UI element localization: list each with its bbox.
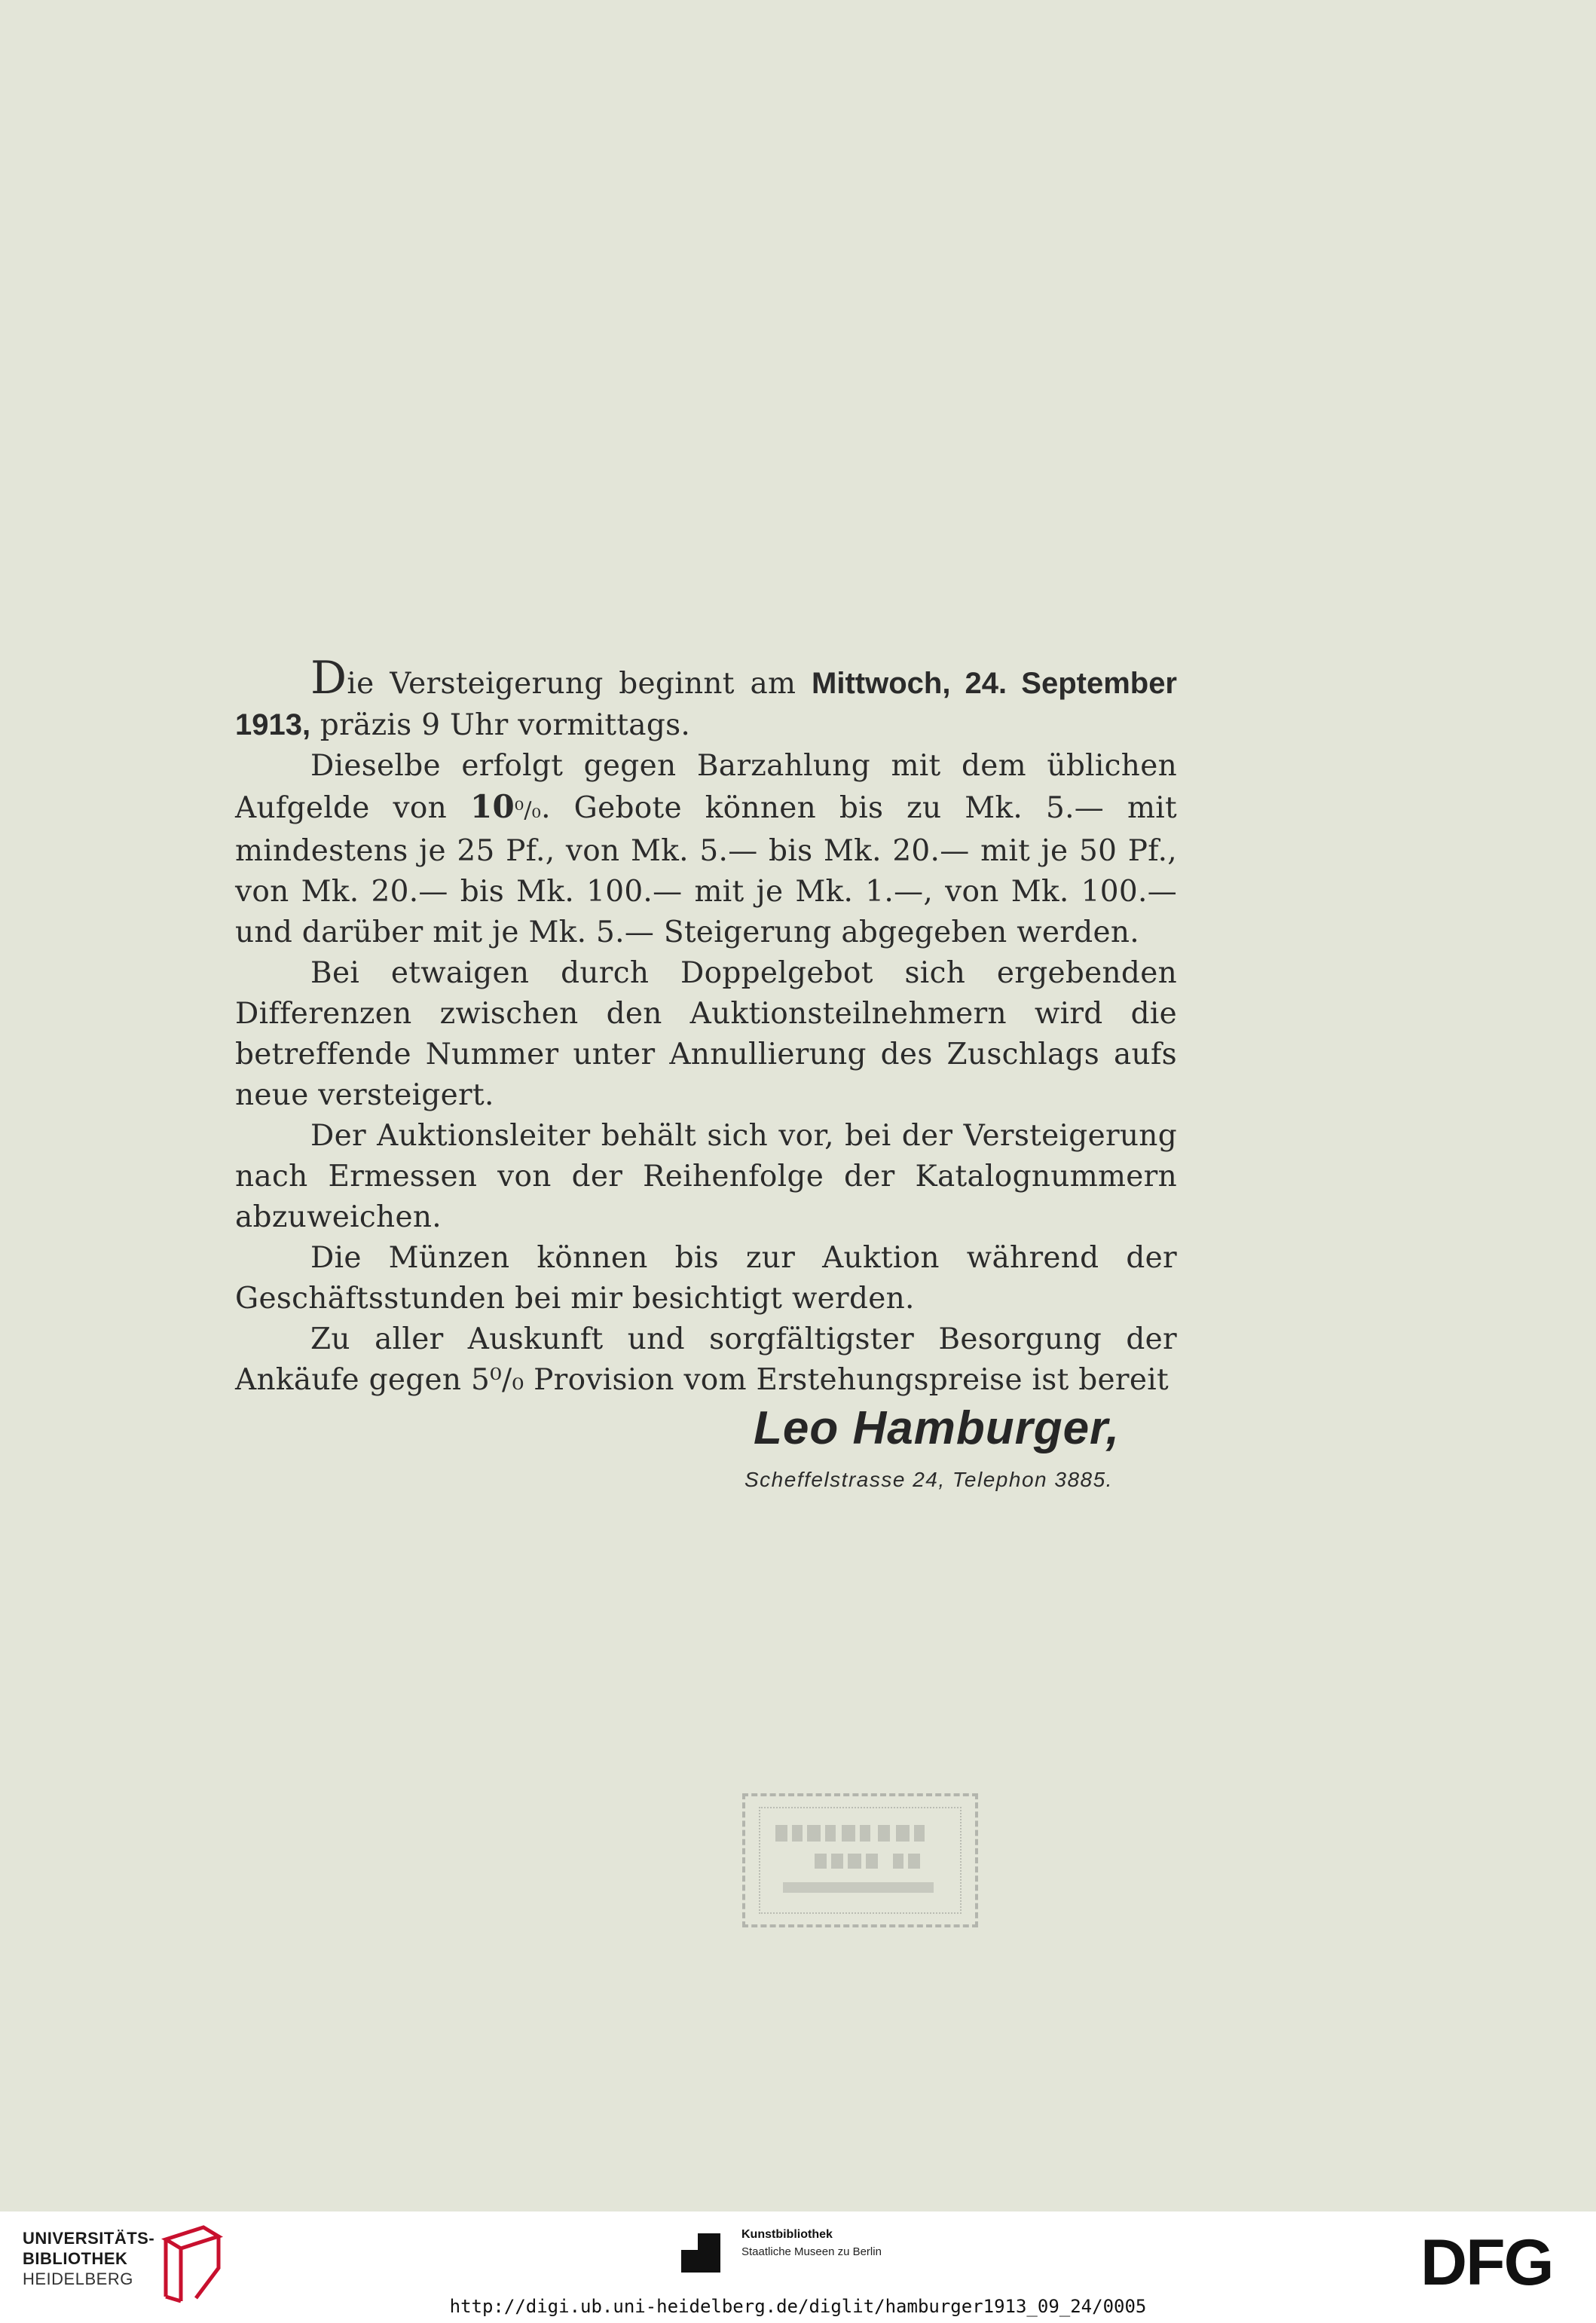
paragraph-commission: Zu aller Auskunft und sorgfältigster Besorgung der Ankäufe gegen 5⁰/₀ Provision vom Erstehungspreise ist bereit [235,1322,1177,1397]
paragraph-double-bids: Bei etwaigen durch Doppelgebot sich ergebenden Differenzen zwischen den Auktionsteilnehmern wird die betreffende Nummer unter Annullierung des Zuschlags aufs neue versteigert. [235,956,1177,1112]
signature-name: Leo Hamburger, [754,1402,1120,1454]
paragraph-auctioneer-order: Der Auktionsleiter behält sich vor, bei der Versteigerung nach Ermessen von der Reihenfolge der Katalognummern abzuweichen. [235,1119,1177,1234]
permalink-url[interactable]: http://digi.ub.uni-heidelberg.de/diglit/hamburger1913_09_24/0005 [449,2296,1147,2317]
ub-heidelberg-logo-text [23,2228,173,2289]
initial-letter: D [310,652,347,705]
kunstbibliothek-logo-icon [678,2230,723,2276]
ub-line2: BIBLIOTHEK [23,2249,128,2268]
auction-intro-text: ie Versteigerung beginnt am [347,667,812,701]
paragraph-auction-date [235,652,1177,746]
auction-terms-text [235,652,1177,1401]
premium-percent-number: 10 [469,788,515,825]
auction-time-text: präzis 9 Uhr vormittags. [310,708,691,742]
paragraph-payment-terms [235,746,1177,953]
ub-line3: HEIDELBERG [23,2270,133,2288]
kunstbibliothek-subtitle: Staatliche Museen zu Berlin [741,2245,882,2258]
stamp-lettering-graphic [745,1796,975,1924]
premium-percent-sign: ⁰/₀ [515,797,542,824]
paragraph-viewing: Die Münzen können bis zur Auktion während der Geschäftsstunden bei mir besichtigt werden. [235,1241,1177,1316]
payment-text-rest: . Gebote können bis zu Mk. 5.— mit mindestens je 25 Pf., von Mk. 5.— bis Mk. 20.— mit je 50 Pf., von Mk. 20.— bis Mk. 100.— mit je Mk. 1.—, von Mk. 100.— und darüber mit je Mk. 5.— Steigerung abgegeben werden. [235,791,1177,949]
ub-heidelberg-logo-icon [158,2223,226,2306]
kunstbibliothek-title: Kunstbibliothek [741,2228,833,2241]
payment-text-start: Dieselbe erfolgt gegen Barzahlung mit dem üblichen Aufgelde von [235,749,1177,825]
auction-date: Mittwoch, 24. September 1913, [235,667,1177,741]
library-stamp [742,1793,978,1927]
signature-address: Scheffelstrasse 24, Telephon 3885. [744,1468,1113,1491]
ub-line1: UNIVERSITÄTS- [23,2229,155,2248]
dfg-logo: DFG [1420,2227,1553,2299]
